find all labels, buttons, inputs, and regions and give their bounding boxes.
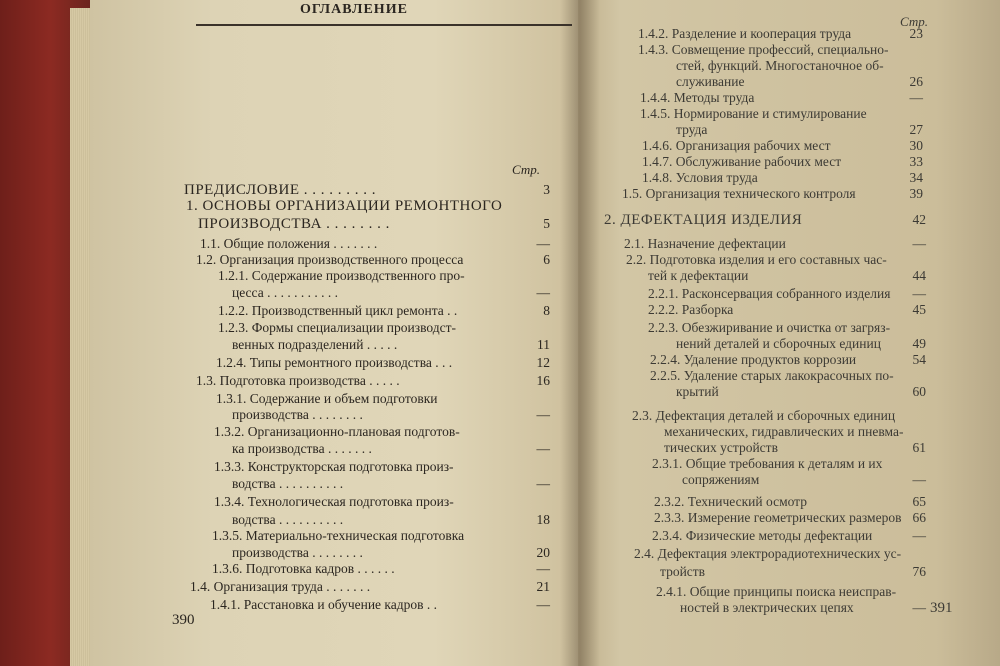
toc-entry-text: 1.4.8. Условия труда	[642, 170, 758, 185]
toc-entry-text: механических, гидравлических и пневма-	[664, 424, 904, 439]
toc-entry-text: стей, функций. Многостаночное об-	[676, 58, 884, 73]
toc-page-number: 66	[912, 510, 926, 525]
toc-page-number: —	[912, 472, 926, 487]
toc-page-number: —	[912, 528, 926, 543]
toc-page-number: —	[912, 286, 926, 301]
toc-entry-text: 2.2.2. Разборка	[648, 302, 734, 317]
toc-page-number: 45	[912, 302, 926, 317]
toc-entry-text: 2.3.1. Общие требования к деталям и их	[652, 456, 883, 471]
toc-entry-text: 2.2.1. Расконсервация собранного изделия	[648, 286, 891, 301]
toc-entry-text: 1.4.1. Расстановка и обучение кадров . .	[210, 597, 438, 612]
toc-entry-text: крытий	[676, 384, 719, 399]
right-page-number: 391	[930, 600, 953, 616]
toc-page-number: 54	[912, 352, 926, 367]
toc-entry-text: 1.4. Организация труда . . . . . . .	[190, 579, 371, 594]
toc-entry-text: водства . . . . . . . . . .	[232, 512, 344, 527]
toc-page-number: 76	[912, 564, 926, 579]
toc-page-number: 16	[536, 373, 550, 388]
toc-entry-text: 1.2.4. Типы ремонтного производства . . .	[216, 355, 453, 370]
toc-entry-text: 1.4.4. Методы труда	[640, 90, 755, 105]
toc-page-number: —	[536, 441, 550, 456]
toc-page-number: —	[536, 236, 550, 251]
toc-entry-text: 1.3.2. Организационно-плановая подготов-	[214, 424, 460, 439]
toc-entry-text: 1.4.7. Обслуживание рабочих мест	[642, 154, 842, 169]
toc-page-number: 21	[536, 579, 550, 594]
toc-entry-text: венных подразделений . . . . .	[232, 337, 398, 352]
toc-page-number: 11	[537, 337, 550, 352]
toc-page-number: 12	[536, 355, 550, 370]
toc-entry-text: 1.3.4. Технологическая подготовка произ-	[214, 494, 454, 509]
toc-entry-text: 2.2.5. Удаление старых лакокрасочных по-	[650, 368, 894, 383]
toc-page-number: 5	[543, 216, 550, 231]
toc-page-number: 44	[912, 268, 926, 283]
toc-entry-text: 1.4.3. Совмещение профессий, специально-	[638, 42, 889, 57]
toc-entry-text: тических устройств	[664, 440, 778, 455]
header-divider	[196, 24, 572, 26]
toc-entry-text: 1.2.3. Формы специализации производст-	[218, 320, 456, 335]
toc-page-number: 23	[909, 26, 923, 41]
toc-entry-text: 2. ДЕФЕКТАЦИЯ ИЗДЕЛИЯ	[604, 212, 803, 228]
toc-entry-text: 1.3.5. Материально-техническая подготовка	[212, 528, 465, 543]
toc-entry-text: 2.2.4. Удаление продуктов коррозии	[650, 352, 857, 367]
toc-entry-text: производства . . . . . . . .	[232, 545, 363, 560]
toc-entry-text: 1. ОСНОВЫ ОРГАНИЗАЦИИ РЕМОНТНОГО	[186, 198, 503, 214]
toc-entry-text: 2.3.4. Физические методы дефектации	[652, 528, 873, 543]
toc-page-number: 34	[909, 170, 923, 185]
left-page-number: 390	[172, 612, 195, 628]
toc-entry-text: 2.3.2. Технический осмотр	[654, 494, 807, 509]
toc-entry-text: 1.2. Организация производственного процесса	[196, 252, 464, 267]
toc-page-number: 6	[543, 252, 550, 267]
toc-entry-text: 2.3.3. Измерение геометрических размеров	[654, 510, 902, 525]
toc-page-number: —	[536, 407, 550, 422]
toc-entry-text: водства . . . . . . . . . .	[232, 476, 344, 491]
toc-entry-text: 1.2.2. Производственный цикл ремонта . .	[218, 303, 458, 318]
toc-entry-text: 1.4.5. Нормирование и стимулирование	[640, 106, 867, 121]
toc-entry-text: тройств	[660, 564, 706, 579]
toc-entry-text: 1.4.2. Разделение и кооперация труда	[638, 26, 852, 41]
toc-entry-text: ПРОИЗВОДСТВА . . . . . . . .	[198, 216, 390, 232]
toc-page-number: —	[536, 597, 550, 612]
toc-entry-text: 2.1. Назначение дефектации	[624, 236, 786, 251]
toc-page-number: 65	[912, 494, 926, 509]
toc-page-number: 18	[536, 512, 550, 527]
toc-page-number: 20	[536, 545, 550, 560]
toc-entry-text: цесса . . . . . . . . . . .	[232, 285, 338, 300]
toc-page-number: 49	[912, 336, 926, 351]
toc-entry-text: 1.5. Организация технического контроля	[622, 186, 856, 201]
toc-entry-text: сопряжениям	[682, 472, 760, 487]
toc-page-number: 42	[912, 212, 926, 227]
toc-page-number: 60	[912, 384, 926, 399]
toc-page-number: —	[909, 90, 923, 105]
page-title: ОГЛАВЛЕНИЕ	[300, 2, 408, 17]
toc-page-number: 33	[909, 154, 923, 169]
toc-entry-text: 1.2.1. Содержание производственного про-	[218, 268, 465, 283]
toc-entry-text: нений деталей и сборочных единиц	[676, 336, 881, 351]
toc-entry-text: 2.2. Подготовка изделия и его составных час-	[626, 252, 887, 267]
toc-entry-text: 2.4.1. Общие принципы поиска неисправ-	[656, 584, 897, 599]
toc-entry-text: 2.3. Дефектация деталей и сборочных единиц	[632, 408, 896, 423]
toc-page-number: 30	[909, 138, 923, 153]
toc-page-number: —	[536, 285, 550, 300]
toc-entry-text: 1.4.6. Организация рабочих мест	[642, 138, 831, 153]
toc-page-number: 27	[909, 122, 923, 137]
toc-page-number: 3	[543, 182, 550, 197]
book-gutter	[560, 0, 600, 666]
toc-entry-text: ка производства . . . . . . .	[232, 441, 372, 456]
toc-page-number: 26	[909, 74, 923, 89]
toc-entry-text: ПРЕДИСЛОВИЕ . . . . . . . . .	[184, 182, 377, 198]
toc-entry-text: тей к дефектации	[648, 268, 749, 283]
toc-page-number: 61	[912, 440, 926, 455]
page-column-label: Стр.	[900, 14, 928, 29]
toc-entry-text: 1.3.3. Конструкторская подготовка произ-	[214, 459, 454, 474]
toc-page-number: —	[912, 236, 926, 251]
toc-entry-text: 2.2.3. Обезжиривание и очистка от загряз-	[648, 320, 891, 335]
toc-entry-text: 1.3.6. Подготовка кадров . . . . . .	[212, 561, 395, 576]
toc-page-number: —	[536, 561, 550, 576]
toc-page-number: —	[536, 476, 550, 491]
toc-entry-text: труда	[676, 122, 708, 137]
toc-entry-text: производства . . . . . . . .	[232, 407, 363, 422]
toc-page-number: 39	[909, 186, 923, 201]
toc-entry-text: 2.4. Дефектация электрорадиотехнических ус-	[634, 546, 902, 561]
toc-entry-text: ностей в электрических цепях	[680, 600, 854, 615]
page-column-label: Стр.	[512, 162, 540, 177]
toc-entry-text: 1.1. Общие положения . . . . . . .	[200, 236, 378, 251]
toc-entry-text: 1.3.1. Содержание и объем подготовки	[216, 391, 438, 406]
toc-entry-text: служивание	[676, 74, 745, 89]
toc-page-number: 8	[543, 303, 550, 318]
toc-page-number: —	[912, 600, 926, 615]
toc-entry-text: 1.3. Подготовка производства . . . . .	[196, 373, 400, 388]
